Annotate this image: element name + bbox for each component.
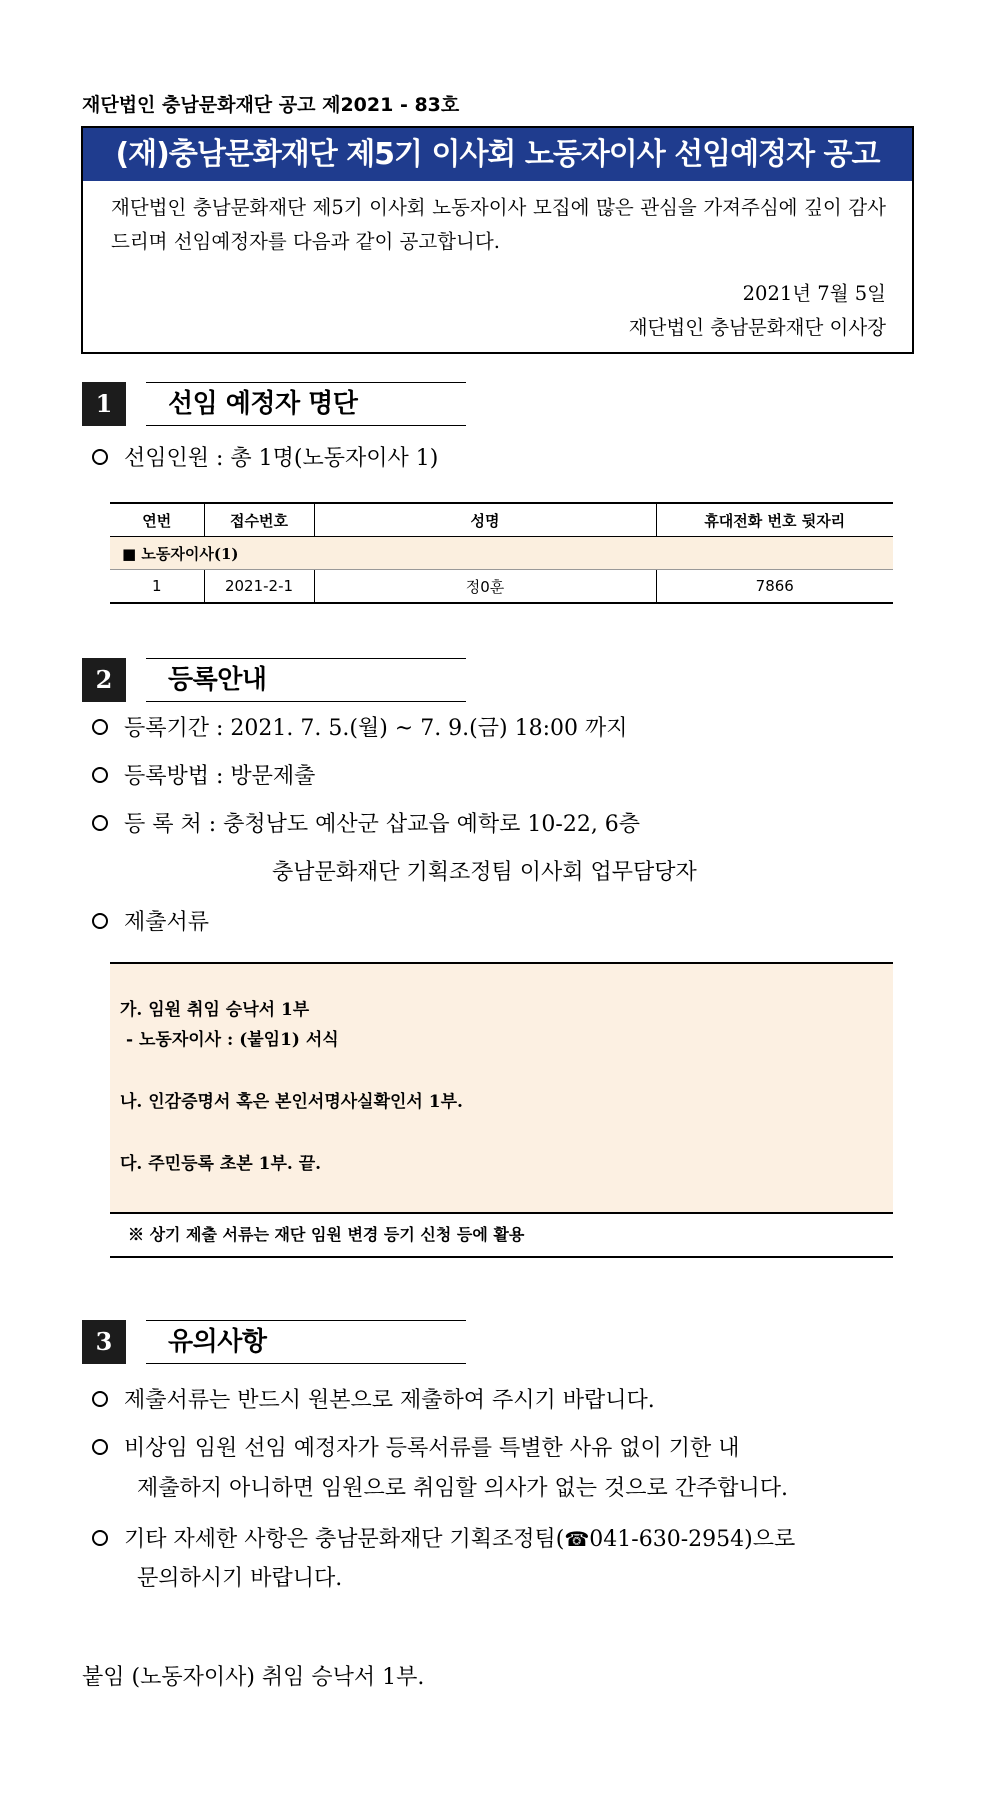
circle-bullet-icon <box>92 449 108 465</box>
table-header-row <box>110 503 893 537</box>
notice-number: 재단법인 충남문화재단 공고 제2021 - 83호 <box>82 94 460 116</box>
bullet-registration-method: 등록방법 : 방문제출 <box>92 762 315 792</box>
bullet-contact: 기타 자세한 사항은 충남문화재단 기획조정팀(☎041-630-2954)으로 <box>92 1524 795 1555</box>
deadline-warning-cont: 제출하지 아니하면 임원으로 취임할 의사가 없는 것으로 간주합니다. <box>137 1476 789 1501</box>
cell-name: 정0훈 <box>314 570 656 604</box>
appointee-table <box>110 502 893 604</box>
cell-phone: 7866 <box>656 570 893 604</box>
bullet-registration-place: 등 록 처 : 충청남도 예산군 삽교읍 예학로 10-22, 6층 <box>92 810 640 840</box>
contact-cont: 문의하시기 바랍니다. <box>137 1566 343 1591</box>
circle-bullet-icon <box>92 719 108 735</box>
section-3-number: 3 <box>82 1320 126 1364</box>
doc-item-a: 가. 임원 취임 승낙서 1부 <box>120 1000 310 1020</box>
announcement-org: 재단법인 충남문화재단 이사장 <box>628 316 886 339</box>
section-3-title: 유의사항 <box>146 1320 466 1364</box>
col-header-receipt: 접수번호 <box>204 503 314 537</box>
circle-bullet-icon <box>92 1530 108 1546</box>
section-2-number: 2 <box>82 658 126 702</box>
table-group-row <box>110 537 893 570</box>
announcement-header-box <box>81 126 914 354</box>
circle-bullet-icon <box>92 767 108 783</box>
col-header-phone: 휴대전화 번호 뒷자리 <box>656 503 893 537</box>
required-documents-box <box>110 962 893 1214</box>
circle-bullet-icon <box>92 913 108 929</box>
section-3-heading <box>82 1320 502 1364</box>
col-header-no: 연번 <box>110 503 204 537</box>
doc-item-b: 나. 인감증명서 혹은 본인서명사실확인서 1부. <box>120 1092 463 1112</box>
announcement-title: (재)충남문화재단 제5기 이사회 노동자이사 선임예정자 공고 <box>83 128 912 181</box>
attachment-line: 붙임 (노동자이사) 취임 승낙서 1부. <box>82 1665 425 1690</box>
section-2-title: 등록안내 <box>146 658 466 702</box>
cell-no: 1 <box>110 570 204 604</box>
telephone-icon: ☎ <box>564 1527 590 1551</box>
col-header-name: 성명 <box>314 503 656 537</box>
section-1-number: 1 <box>82 382 126 426</box>
bullet-appointee-count: 선임인원 : 총 1명(노동자이사 1) <box>92 444 438 474</box>
announcement-text: 재단법인 충남문화재단 제5기 이사회 노동자이사 모집에 많은 관심을 가져주심에 깊이 감사드리며 선임예정자를 다음과 같이 공고합니다. <box>111 196 886 253</box>
group-label: ■ 노동자이사(1) <box>110 537 893 570</box>
circle-bullet-icon <box>92 1439 108 1455</box>
table-row <box>110 570 893 604</box>
bullet-deadline-warning: 비상임 임원 선임 예정자가 등록서류를 특별한 사유 없이 기한 내 <box>92 1434 740 1464</box>
announcement-body <box>83 181 912 345</box>
bullet-original-docs: 제출서류는 반드시 원본으로 제출하여 주시기 바랍니다. <box>92 1386 655 1416</box>
circle-bullet-icon <box>92 815 108 831</box>
documents-note: ※ 상기 제출 서류는 재단 임원 변경 등기 신청 등에 활용 <box>110 1214 893 1258</box>
bullet-submit-docs: 제출서류 <box>92 908 209 938</box>
section-1-heading <box>82 382 502 426</box>
doc-item-a-sub: - 노동자이사 : (붙임1) 서식 <box>126 1030 339 1050</box>
bullet-registration-period: 등록기간 : 2021. 7. 5.(월) ~ 7. 9.(금) 18:00 까지 <box>92 714 627 744</box>
section-2-heading <box>82 658 502 702</box>
doc-item-c: 다. 주민등록 초본 1부. 끝. <box>120 1154 322 1174</box>
announcement-date: 2021년 7월 5일 <box>742 282 886 305</box>
circle-bullet-icon <box>92 1391 108 1407</box>
cell-receipt: 2021-2-1 <box>204 570 314 604</box>
section-1-title: 선임 예정자 명단 <box>146 382 466 426</box>
registration-place-detail: 충남문화재단 기획조정팀 이사회 업무담당자 <box>272 860 697 885</box>
